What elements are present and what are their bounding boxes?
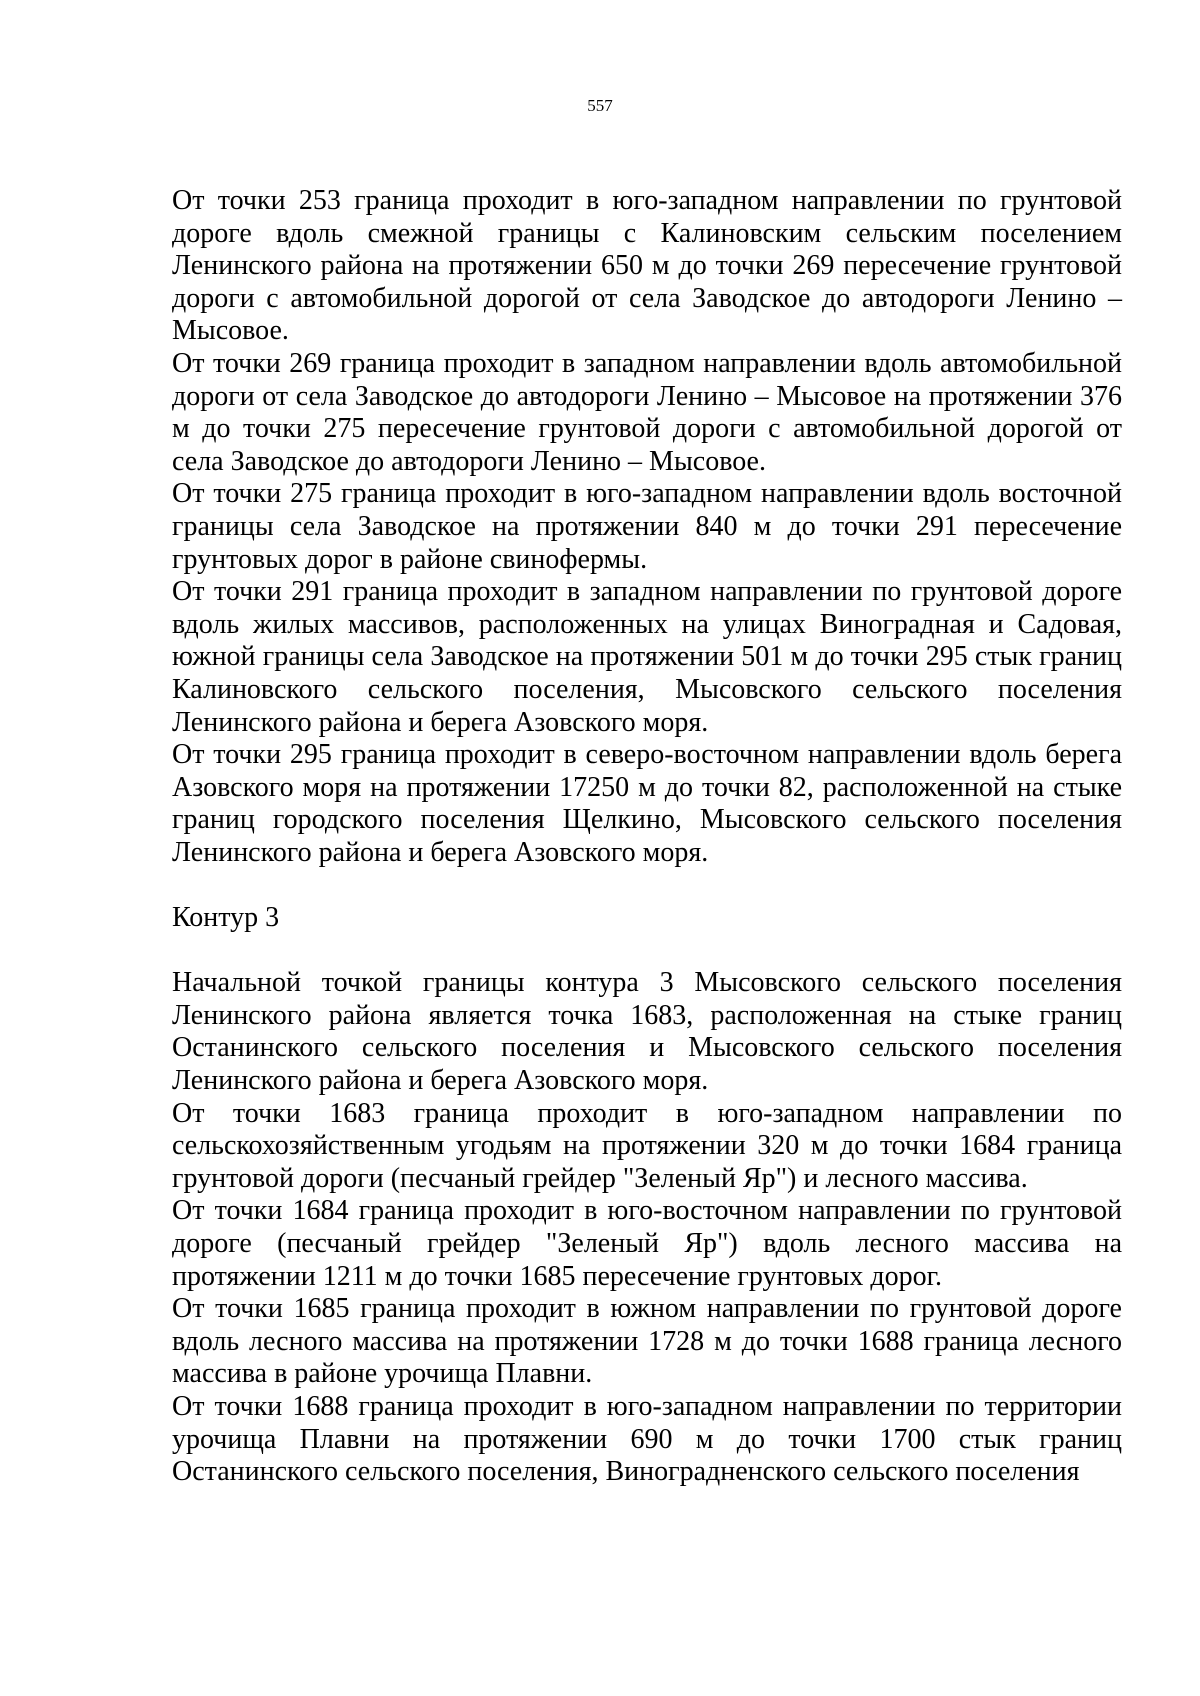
paragraph-point-1684: От точки 1684 граница проходит в юго-восточном направлении по грунтовой дороге (песчаный грейдер "Зеленый Яр") вдоль лесного массива на протяжении 1211 м до точки 1685 пересечение грунтовых дорог. <box>172 1195 1122 1292</box>
paragraph-point-1685: От точки 1685 граница проходит в южном направлении по грунтовой дороге вдоль лесного массива на протяжении 1728 м до точки 1688 граница лесного массива в районе урочища Плавни. <box>172 1293 1122 1390</box>
document-body <box>172 185 1122 1489</box>
paragraph-point-291: От точки 291 граница проходит в западном направлении по грунтовой дороге вдоль жилых массивов, расположенных на улицах Виноградная и Садовая, южной границы села Заводское на протяжении 501 м до точки 295 стык границ Калиновского сельского поселения, Мысовского сельского поселения Ленинского района и берега Азовского моря. <box>172 576 1122 738</box>
paragraph-point-1683: От точки 1683 граница проходит в юго-западном направлении по сельскохозяйственным угодьям на протяжении 320 м до точки 1684 граница грунтовой дороги (песчаный грейдер "Зеленый Яр") и лесного массива. <box>172 1097 1122 1194</box>
page-number: 557 <box>587 96 613 115</box>
paragraph-point-269: От точки 269 граница проходит в западном направлении вдоль автомобильной дороги от села Заводское до автодороги Ленино – Мысовое на протяжении 376 м до точки 275 пересечение грунтовой дороги с автомобильной дорогой от села Заводское до автодороги Ленино – Мысовое. <box>172 347 1122 477</box>
paragraph-contour-start: Начальной точкой границы контура 3 Мысовского сельского поселения Ленинского района является точка 1683, расположенная на стыке границ Останинского сельского поселения и Мысовского сельского поселения Ленинского района и берега Азовского моря. <box>172 967 1122 1097</box>
paragraph-point-253: От точки 253 граница проходит в юго-западном направлении по грунтовой дороге вдоль смежной границы с Калиновским сельским поселением Ленинского района на протяжении 650 м до точки 269 пересечение грунтовой дороги с автомобильной дорогой от села Заводское до автодороги Ленино – Мысовое. <box>172 185 1122 347</box>
paragraph-point-295: От точки 295 граница проходит в северо-восточном направлении вдоль берега Азовского моря на протяжении 17250 м до точки 82, расположенной на стыке границ городского поселения Щелкино, Мысовского сельского поселения Ленинского района и берега Азовского моря. <box>172 739 1122 868</box>
paragraph-point-1688: От точки 1688 граница проходит в юго-западном направлении по территории урочища Плавни на протяжении 690 м до точки 1700 стык границ Останинского сельского поселения, Виноградненского сельского поселения <box>172 1390 1122 1488</box>
paragraph-point-275: От точки 275 граница проходит в юго-западном направлении вдоль восточной границы села Заводское на протяжении 840 м до точки 291 пересечение грунтовых дорог в районе свинофермы. <box>172 478 1122 575</box>
contour-heading: Контур 3 <box>172 902 280 934</box>
